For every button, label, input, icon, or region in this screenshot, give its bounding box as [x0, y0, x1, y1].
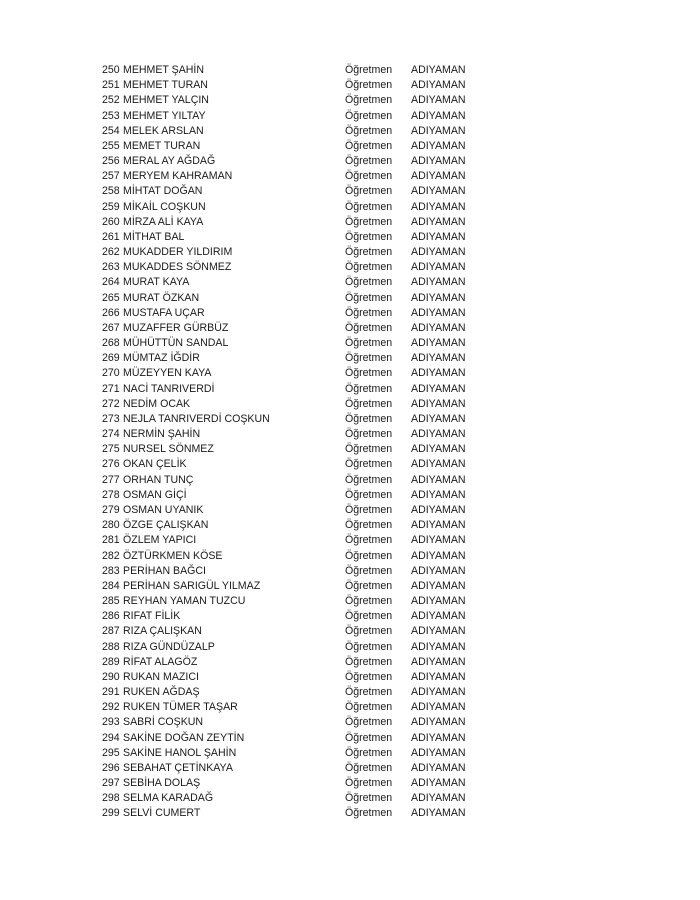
person-role: Öğretmen [345, 655, 393, 668]
person-name: RIFAT FİLİK [123, 610, 181, 623]
list-item [102, 260, 502, 275]
list-item [102, 306, 502, 321]
person-city: ADIYAMAN [411, 488, 466, 501]
person-role: Öğretmen [345, 564, 393, 577]
row-number: 299 [102, 807, 120, 820]
row-number: 277 [102, 473, 120, 486]
person-name: MİRZA ALİ KAYA [123, 215, 204, 228]
person-name: NACİ TANRIVERDİ [123, 382, 215, 395]
person-city: ADIYAMAN [411, 397, 466, 410]
person-name: OKAN ÇELİK [123, 458, 187, 471]
row-number: 254 [102, 124, 120, 137]
person-name: ORHAN TUNÇ [123, 473, 194, 486]
person-role: Öğretmen [345, 246, 393, 259]
person-role: Öğretmen [345, 352, 393, 365]
list-item [102, 275, 502, 290]
person-name: MÜZEYYEN KAYA [123, 367, 212, 380]
list-item [102, 473, 502, 488]
person-city: ADIYAMAN [411, 382, 466, 395]
row-number: 275 [102, 443, 120, 456]
person-city: ADIYAMAN [411, 428, 466, 441]
person-city: ADIYAMAN [411, 261, 466, 274]
row-number: 250 [102, 64, 120, 76]
person-role: Öğretmen [345, 185, 393, 198]
person-name: MELEK ARSLAN [123, 124, 204, 137]
person-city: ADIYAMAN [411, 640, 466, 653]
list-item [102, 215, 502, 230]
row-number: 287 [102, 625, 120, 638]
list-item [102, 579, 502, 594]
row-number: 297 [102, 777, 120, 790]
list-item [102, 655, 502, 670]
person-name: OSMAN GİÇİ [123, 488, 187, 501]
row-number: 288 [102, 640, 120, 653]
person-role: Öğretmen [345, 109, 393, 122]
person-role: Öğretmen [345, 397, 393, 410]
person-role: Öğretmen [345, 64, 393, 76]
row-number: 251 [102, 79, 120, 92]
person-role: Öğretmen [345, 261, 393, 274]
person-name: ÖZGE ÇALIŞKAN [123, 519, 209, 532]
list-item [102, 549, 502, 564]
person-name: RUKAN MAZICI [123, 670, 199, 683]
list-item [102, 124, 502, 139]
person-name: MUZAFFER GÜRBÜZ [123, 321, 229, 334]
list-item [102, 78, 502, 93]
person-city: ADIYAMAN [411, 337, 466, 350]
person-city: ADIYAMAN [411, 579, 466, 592]
list-item [102, 609, 502, 624]
person-city: ADIYAMAN [411, 443, 466, 456]
list-item [102, 321, 502, 336]
row-number: 293 [102, 716, 120, 729]
person-name: MEHMET ŞAHİN [123, 64, 205, 76]
person-role: Öğretmen [345, 155, 393, 168]
person-city: ADIYAMAN [411, 200, 466, 213]
list-item [102, 397, 502, 412]
person-role: Öğretmen [345, 79, 393, 92]
row-number: 279 [102, 503, 120, 516]
person-name: SAKİNE DOĞAN ZEYTİN [123, 731, 245, 744]
row-number: 257 [102, 170, 120, 183]
list-item [102, 761, 502, 776]
list-item [102, 700, 502, 715]
person-role: Öğretmen [345, 716, 393, 729]
person-city: ADIYAMAN [411, 94, 466, 107]
person-role: Öğretmen [345, 579, 393, 592]
person-role: Öğretmen [345, 94, 393, 107]
person-name: RIZA GÜNDÜZALP [123, 640, 215, 653]
list-item [102, 93, 502, 108]
list-item [102, 518, 502, 533]
person-name: PERİHAN SARIGÜL YILMAZ [123, 579, 261, 592]
person-role: Öğretmen [345, 746, 393, 759]
person-city: ADIYAMAN [411, 777, 466, 790]
person-role: Öğretmen [345, 412, 393, 425]
person-name: SAKİNE HANOL ŞAHİN [123, 746, 237, 759]
person-city: ADIYAMAN [411, 352, 466, 365]
list-item [102, 715, 502, 730]
person-role: Öğretmen [345, 337, 393, 350]
row-number: 268 [102, 337, 120, 350]
person-role: Öğretmen [345, 443, 393, 456]
row-number: 283 [102, 564, 120, 577]
person-name: MUSTAFA UÇAR [123, 306, 205, 319]
person-role: Öğretmen [345, 701, 393, 714]
list-item [102, 336, 502, 351]
person-city: ADIYAMAN [411, 625, 466, 638]
list-item [102, 624, 502, 639]
list-item [102, 427, 502, 442]
person-role: Öğretmen [345, 640, 393, 653]
row-number: 292 [102, 701, 120, 714]
person-name: REYHAN YAMAN TUZCU [123, 595, 246, 608]
person-name: NEDİM OCAK [123, 397, 191, 410]
list-item [102, 791, 502, 806]
person-name: PERİHAN BAĞCI [123, 564, 207, 577]
person-name: MEHMET YILTAY [123, 109, 206, 122]
list-item [102, 746, 502, 761]
person-city: ADIYAMAN [411, 367, 466, 380]
person-city: ADIYAMAN [411, 291, 466, 304]
person-role: Öğretmen [345, 473, 393, 486]
row-number: 273 [102, 412, 120, 425]
list-item [102, 594, 502, 609]
person-city: ADIYAMAN [411, 109, 466, 122]
person-city: ADIYAMAN [411, 276, 466, 289]
list-item [102, 184, 502, 199]
person-name: MUKADDES SÖNMEZ [123, 261, 232, 274]
person-role: Öğretmen [345, 488, 393, 501]
row-number: 295 [102, 746, 120, 759]
person-city: ADIYAMAN [411, 746, 466, 759]
person-city: ADIYAMAN [411, 610, 466, 623]
row-number: 291 [102, 686, 120, 699]
list-item [102, 457, 502, 472]
row-number: 263 [102, 261, 120, 274]
person-city: ADIYAMAN [411, 230, 466, 243]
person-role: Öğretmen [345, 807, 393, 820]
person-role: Öğretmen [345, 777, 393, 790]
row-number: 259 [102, 200, 120, 213]
person-name: NEJLA TANRIVERDİ COŞKUN [123, 412, 270, 425]
list-item [102, 488, 502, 503]
person-city: ADIYAMAN [411, 170, 466, 183]
person-role: Öğretmen [345, 731, 393, 744]
person-role: Öğretmen [345, 610, 393, 623]
person-name: MEHMET YALÇIN [123, 94, 209, 107]
row-number: 284 [102, 579, 120, 592]
person-city: ADIYAMAN [411, 595, 466, 608]
person-city: ADIYAMAN [411, 139, 466, 152]
person-city: ADIYAMAN [411, 64, 466, 76]
person-role: Öğretmen [345, 549, 393, 562]
person-name: MÜMTAZ İĞDİR [123, 352, 200, 365]
row-number: 296 [102, 761, 120, 774]
row-number: 262 [102, 246, 120, 259]
row-number: 281 [102, 534, 120, 547]
person-city: ADIYAMAN [411, 124, 466, 137]
person-name: MUKADDER YILDIRIM [123, 246, 233, 259]
row-number: 285 [102, 595, 120, 608]
person-role: Öğretmen [345, 428, 393, 441]
person-role: Öğretmen [345, 686, 393, 699]
person-role: Öğretmen [345, 595, 393, 608]
person-name: RIZA ÇALIŞKAN [123, 625, 202, 638]
person-name: SELMA KARADAĞ [123, 792, 214, 805]
row-number: 261 [102, 230, 120, 243]
person-name: MİHTAT DOĞAN [123, 185, 203, 198]
row-number: 256 [102, 155, 120, 168]
person-name: MURAT ÖZKAN [123, 291, 200, 304]
person-role: Öğretmen [345, 458, 393, 471]
person-name: ÖZTÜRKMEN KÖSE [123, 549, 223, 562]
person-name: NERMİN ŞAHİN [123, 428, 201, 441]
person-name: MERAL AY AĞDAĞ [123, 155, 216, 168]
person-role: Öğretmen [345, 761, 393, 774]
list-item [102, 670, 502, 685]
person-city: ADIYAMAN [411, 458, 466, 471]
list-item [102, 351, 502, 366]
list-item [102, 731, 502, 746]
person-city: ADIYAMAN [411, 519, 466, 532]
list-item [102, 245, 502, 260]
list-item [102, 154, 502, 169]
row-number: 280 [102, 519, 120, 532]
person-city: ADIYAMAN [411, 549, 466, 562]
list-item [102, 685, 502, 700]
row-number: 270 [102, 367, 120, 380]
person-city: ADIYAMAN [411, 215, 466, 228]
person-role: Öğretmen [345, 321, 393, 334]
person-role: Öğretmen [345, 382, 393, 395]
person-role: Öğretmen [345, 519, 393, 532]
person-city: ADIYAMAN [411, 534, 466, 547]
person-city: ADIYAMAN [411, 670, 466, 683]
person-city: ADIYAMAN [411, 503, 466, 516]
person-name: SABRİ COŞKUN [123, 716, 204, 729]
row-number: 265 [102, 291, 120, 304]
list-item [102, 503, 502, 518]
person-role: Öğretmen [345, 139, 393, 152]
person-name: RİFAT ALAGÖZ [123, 655, 198, 668]
list-item [102, 139, 502, 154]
person-name: RUKEN AĞDAŞ [123, 686, 200, 699]
person-city: ADIYAMAN [411, 185, 466, 198]
person-city: ADIYAMAN [411, 792, 466, 805]
person-role: Öğretmen [345, 367, 393, 380]
row-number: 274 [102, 428, 120, 441]
person-name: MİTHAT BAL [123, 230, 185, 243]
person-name: SELVİ CUMERT [123, 807, 201, 820]
row-number: 260 [102, 215, 120, 228]
row-number: 272 [102, 397, 120, 410]
person-name: MEMET TURAN [123, 139, 201, 152]
person-name: NURSEL SÖNMEZ [123, 443, 214, 456]
person-city: ADIYAMAN [411, 412, 466, 425]
person-city: ADIYAMAN [411, 716, 466, 729]
list-item [102, 291, 502, 306]
row-number: 252 [102, 94, 120, 107]
person-name: MURAT KAYA [123, 276, 190, 289]
person-city: ADIYAMAN [411, 686, 466, 699]
row-number: 298 [102, 792, 120, 805]
row-number: 294 [102, 731, 120, 744]
row-number: 289 [102, 655, 120, 668]
person-role: Öğretmen [345, 276, 393, 289]
person-city: ADIYAMAN [411, 306, 466, 319]
row-number: 282 [102, 549, 120, 562]
row-number: 266 [102, 306, 120, 319]
person-role: Öğretmen [345, 230, 393, 243]
person-name: ÖZLEM YAPICI [123, 534, 197, 547]
person-role: Öğretmen [345, 291, 393, 304]
person-name: MEHMET TURAN [123, 79, 208, 92]
list-item [102, 366, 502, 381]
list-item [102, 63, 502, 78]
person-role: Öğretmen [345, 170, 393, 183]
person-role: Öğretmen [345, 534, 393, 547]
person-role: Öğretmen [345, 503, 393, 516]
list-item [102, 442, 502, 457]
person-city: ADIYAMAN [411, 807, 466, 820]
row-number: 255 [102, 139, 120, 152]
person-city: ADIYAMAN [411, 79, 466, 92]
list-item [102, 564, 502, 579]
list-item [102, 533, 502, 548]
list-item [102, 169, 502, 184]
person-role: Öğretmen [345, 792, 393, 805]
row-number: 276 [102, 458, 120, 471]
person-name: SEBİHA DOLAŞ [123, 777, 201, 790]
person-city: ADIYAMAN [411, 564, 466, 577]
person-role: Öğretmen [345, 215, 393, 228]
row-number: 278 [102, 488, 120, 501]
person-city: ADIYAMAN [411, 155, 466, 168]
list-item [102, 776, 502, 791]
row-number: 264 [102, 276, 120, 289]
list-item [102, 806, 502, 821]
list-item [102, 382, 502, 397]
person-name: RUKEN TÜMER TAŞAR [123, 701, 238, 714]
row-number: 269 [102, 352, 120, 365]
person-role: Öğretmen [345, 625, 393, 638]
row-number: 286 [102, 610, 120, 623]
person-role: Öğretmen [345, 306, 393, 319]
row-number: 258 [102, 185, 120, 198]
person-role: Öğretmen [345, 200, 393, 213]
list-item [102, 640, 502, 655]
person-city: ADIYAMAN [411, 473, 466, 486]
person-name: MÜHÜTTÜN SANDAL [123, 337, 229, 350]
row-number: 253 [102, 109, 120, 122]
person-role: Öğretmen [345, 670, 393, 683]
list-item [102, 200, 502, 215]
person-city: ADIYAMAN [411, 246, 466, 259]
person-role: Öğretmen [345, 124, 393, 137]
person-city: ADIYAMAN [411, 761, 466, 774]
row-number: 267 [102, 321, 120, 334]
row-number: 271 [102, 382, 120, 395]
person-name: MERYEM KAHRAMAN [123, 170, 233, 183]
person-city: ADIYAMAN [411, 321, 466, 334]
person-city: ADIYAMAN [411, 701, 466, 714]
list-item [102, 412, 502, 427]
name-list [102, 63, 502, 822]
list-item [102, 109, 502, 124]
person-name: SEBAHAT ÇETİNKAYA [123, 761, 233, 774]
person-city: ADIYAMAN [411, 731, 466, 744]
list-item [102, 230, 502, 245]
person-city: ADIYAMAN [411, 655, 466, 668]
person-name: MİKAİL COŞKUN [123, 200, 206, 213]
row-number: 290 [102, 670, 120, 683]
person-name: OSMAN UYANIK [123, 503, 204, 516]
